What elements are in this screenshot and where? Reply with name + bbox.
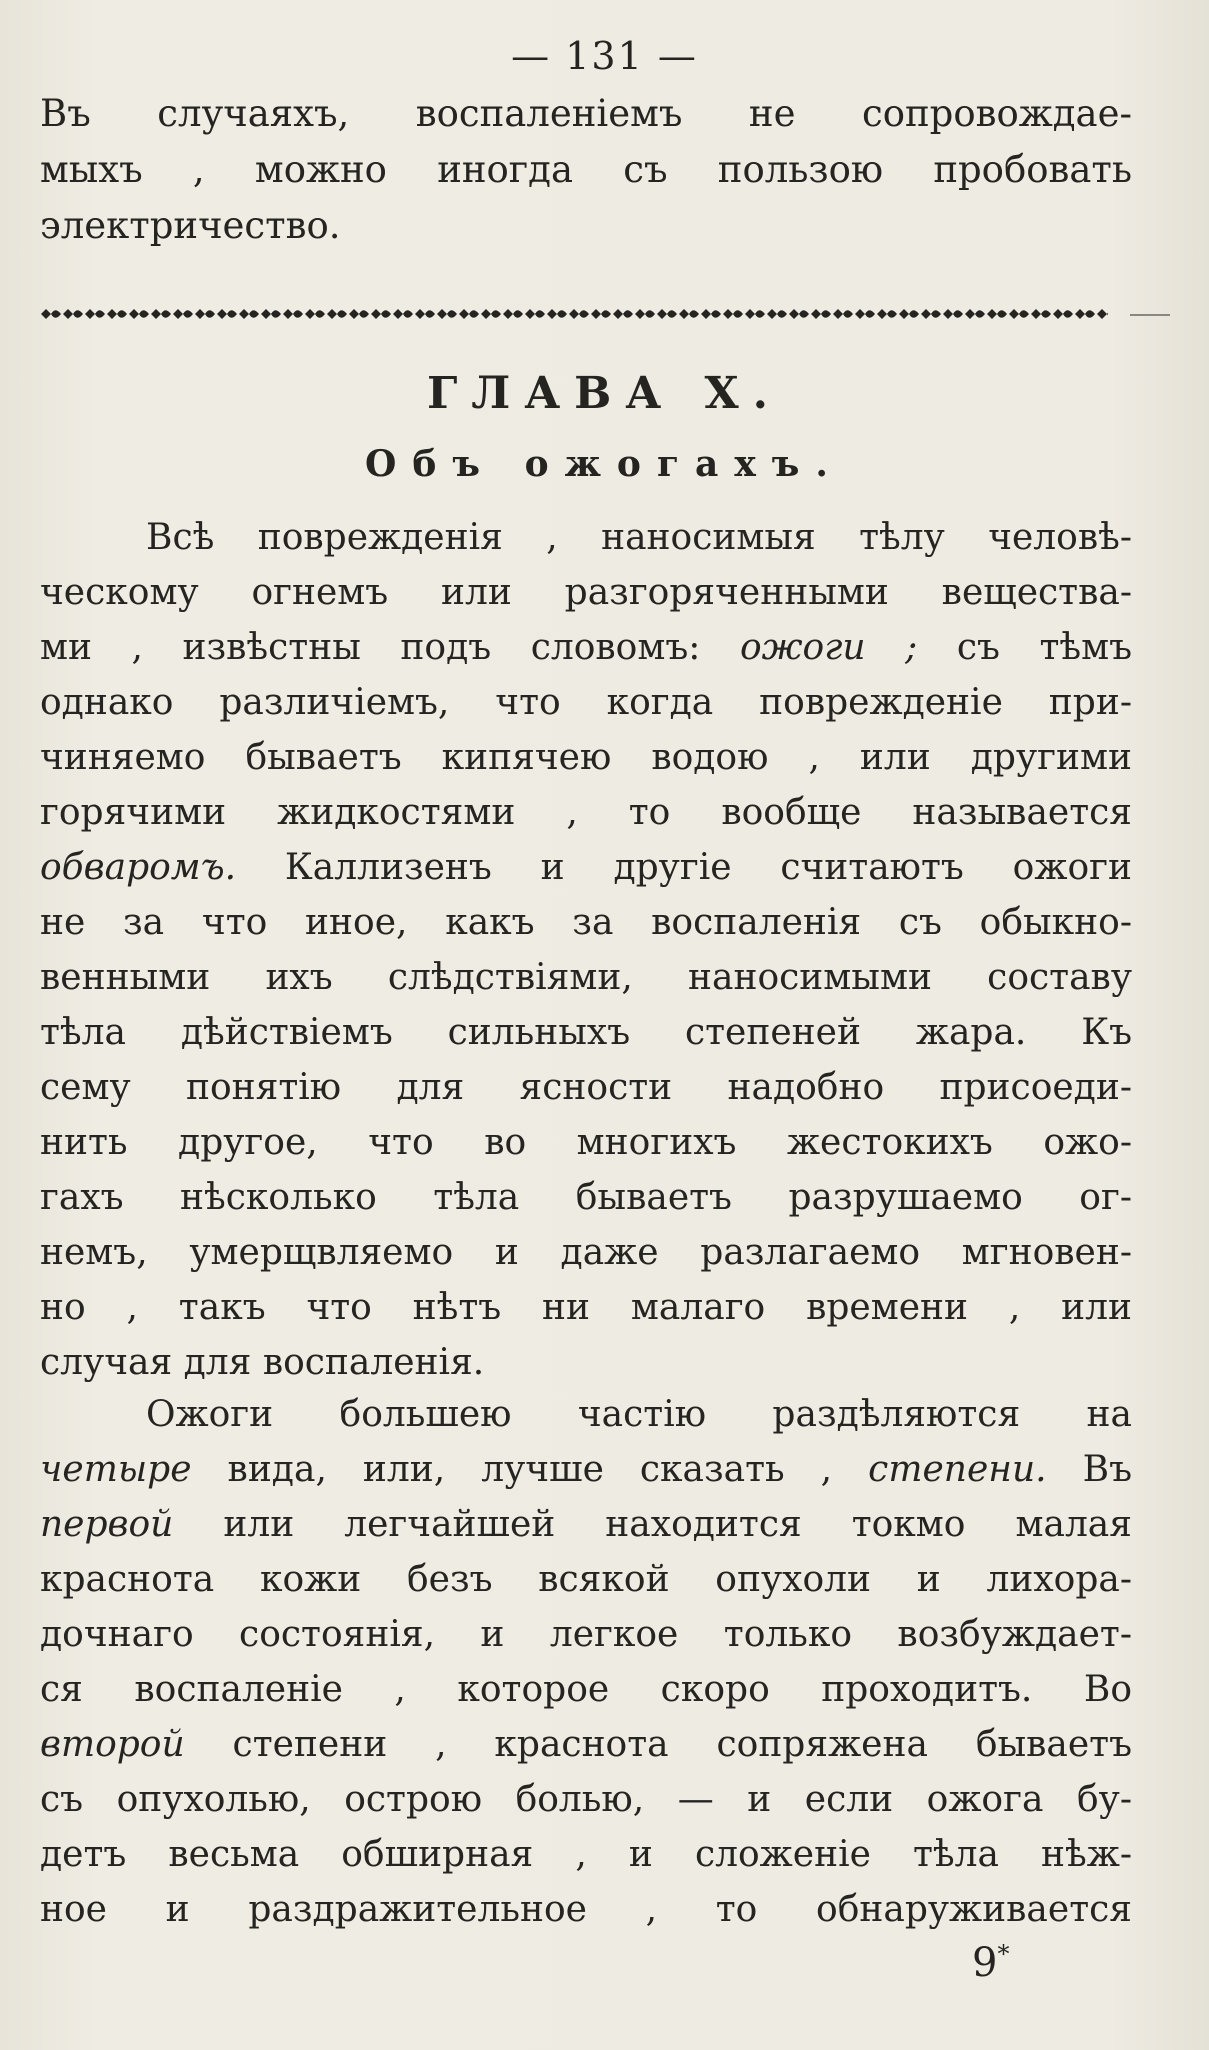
text-line: обваромъ. Каллизенъ и другіе считаютъ ожоги xyxy=(40,847,1132,888)
text-line: дочнаго состоянія, и легкое только возбуждает- xyxy=(40,1614,1132,1655)
text-line: немъ, умерщвляемо и даже разлагаемо мгновен- xyxy=(40,1232,1132,1273)
text-line: горячими жидкостями , то вообще называется xyxy=(40,792,1132,833)
text-line: случая для воспаленія. xyxy=(40,1342,485,1383)
text-line: Ожоги большею частію раздѣляются на xyxy=(146,1394,1132,1435)
text-line: детъ весьма обширная , и сложеніе тѣла нѣж- xyxy=(40,1834,1132,1875)
signature-mark: 9* xyxy=(972,1940,1010,1986)
text-line: первой или легчайшей находится токмо малая xyxy=(40,1504,1132,1545)
text-line: чиняемо бываетъ кипячею водою , или другими xyxy=(40,737,1132,778)
ornamental-divider xyxy=(40,302,1108,326)
text-line: четыре вида, или, лучше сказать , степени. Въ xyxy=(40,1449,1132,1490)
text-line: тѣла дѣйствіемъ сильныхъ степеней жара. Къ xyxy=(40,1012,1132,1053)
italic-term: ожоги ; xyxy=(739,627,918,668)
italic-term: второй xyxy=(40,1724,185,1765)
text-line: ми , извѣстны подъ словомъ: ожоги ; съ тѣмъ xyxy=(40,627,1132,668)
text-line: съ опухолью, острою болью, — и если ожога бу- xyxy=(40,1779,1132,1820)
text-line: венными ихъ слѣдствіями, наносимыми составу xyxy=(40,957,1132,998)
text-line: не за что иное, какъ за воспаленія съ обыкно- xyxy=(40,902,1132,943)
paragraph-degrees xyxy=(40,1387,1132,1937)
italic-term: степени. xyxy=(868,1449,1047,1490)
italic-term: обваромъ. xyxy=(40,847,237,888)
text-line: ческому огнемъ или разгоряченными веществa- xyxy=(40,572,1132,613)
text-line: мыхъ , можно иногда съ пользою пробовать xyxy=(40,148,1132,191)
text-line: нить другое, что во многихъ жестокихъ ожо- xyxy=(40,1122,1132,1163)
text-line: сему понятію для ясности надобно присоеди- xyxy=(40,1067,1132,1108)
italic-term: четыре xyxy=(40,1449,192,1490)
text-line: гахъ нѣсколько тѣла бываетъ разрушаемо ог- xyxy=(40,1177,1132,1218)
text-line: однако различіемъ, что когда поврежденіе при- xyxy=(40,682,1132,723)
intro-paragraph xyxy=(40,86,1132,254)
text-line: ное и раздражительное , то обнаруживается xyxy=(40,1889,1132,1930)
chapter-subtitle: Объ ожогахъ. xyxy=(365,443,844,485)
text-line: второй степени , краснота сопряжена бываетъ xyxy=(40,1724,1132,1765)
page-number: — 131 — xyxy=(511,34,698,78)
text-line: краснота кожи безъ всякой опухоли и лихора- xyxy=(40,1559,1132,1600)
chapter-title: ГЛАВА X. xyxy=(427,368,782,419)
text-line: ся воспаленіе , которое скоро проходитъ. Во xyxy=(40,1669,1132,1710)
text-line: но , такъ что нѣтъ ни малаго времени , или xyxy=(40,1287,1132,1328)
divider-tail xyxy=(1130,314,1170,316)
text-line: Въ случаяхъ, воспаленіемъ не сопровождае- xyxy=(40,92,1132,135)
text-line: Всѣ поврежденія , наносимыя тѣлу человѣ- xyxy=(146,517,1132,558)
text-line: электричество. xyxy=(40,204,341,247)
paragraph-definition xyxy=(40,510,1132,1390)
italic-term: первой xyxy=(40,1504,174,1545)
signature-star: * xyxy=(997,1940,1010,1968)
